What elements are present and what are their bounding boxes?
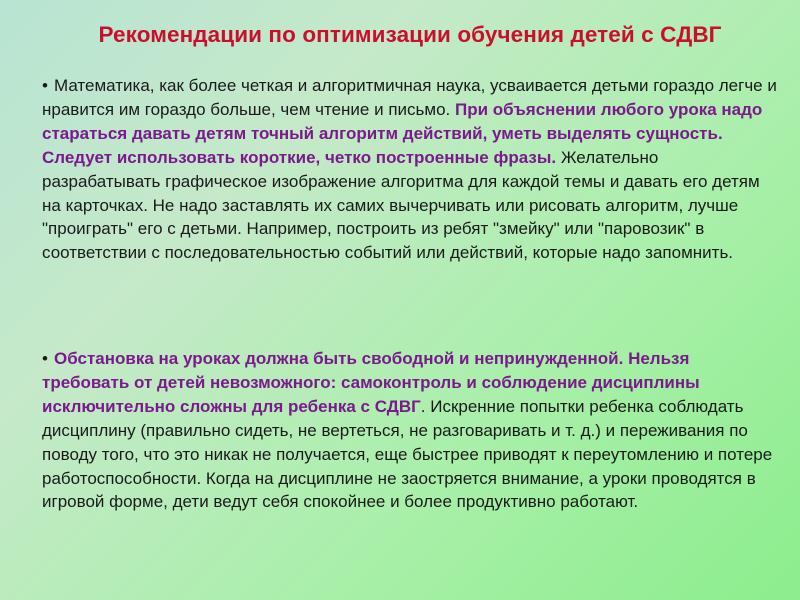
bullet-icon: •	[42, 349, 48, 368]
paragraph-text: Желательно разрабатывать графическое изображение алгоритма для каждой темы и давать его детям на карточках. Не надо заставлять их самих вычерчивать или рисовать алгоритм, лучше "проиграть" его с детьми. Например, построить из ребят "змейку" или "паровозик" в соответствии с последовательностью событий или действий, которые надо запомнить.	[42, 147, 760, 263]
slide-title: Рекомендации по оптимизации обучения детей с СДВГ	[98, 22, 722, 47]
highlighted-text: Обстановка на уроках должна быть свободной и непринужденной. Нельзя требовать от детей невозможного: самоконтроль и соблюдение дисциплины исключительно сложны для ребенка с СДВГ	[42, 349, 700, 416]
paragraph-text: Математика, как более четкая и алгоритмичная наука, усваивается детьми гораздо легче и нравится им гораздо больше, чем чтение и письмо.	[42, 76, 777, 119]
highlighted-text: При объяснении любого урока надо стараться давать детям точный алгоритм действий, уметь выделять сущность. Следует использовать короткие, четко построенные фразы.	[42, 99, 763, 167]
bullet-icon: •	[42, 76, 48, 95]
bullet-paragraph-environment	[42, 347, 778, 514]
paragraph-text: . Искренние попытки ребенка соблюдать дисциплину (правильно сидеть, не вертеться, не разговаривать и т. д.) и переживания по поводу того, что это никак не получается, еще быстрее приводят к переутомлению и потере работоспособности. Когда на дисциплине не заостряется внимание, а уроки проводятся в игровой форме, дети ведут себя спокойнее и более продуктивно работают.	[42, 396, 773, 512]
bullet-paragraph-math	[42, 74, 778, 265]
